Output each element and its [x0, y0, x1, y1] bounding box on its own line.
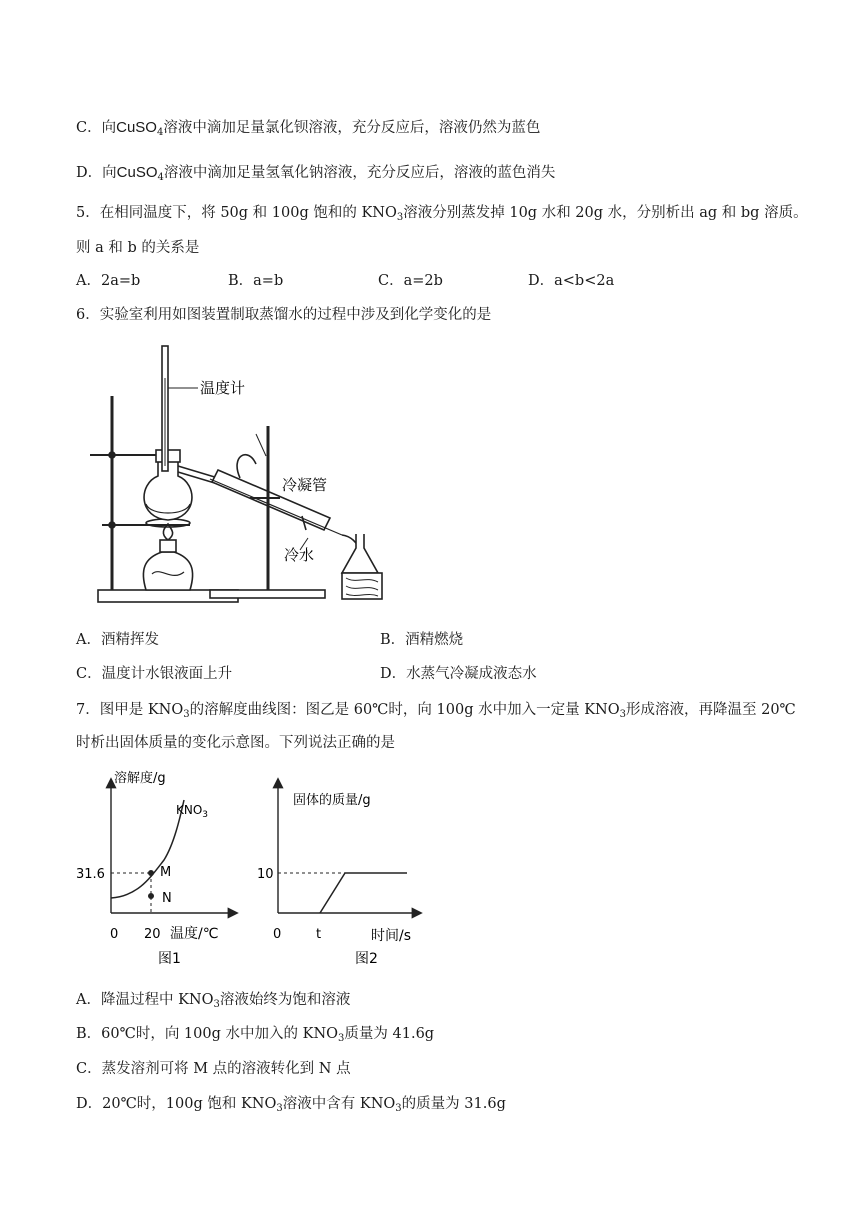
- fig2-y-axis-label: 固体的质量/g: [293, 793, 371, 808]
- condenser-label: 冷凝管: [282, 476, 328, 494]
- q7-option-b: B．60℃时，向 100g 水中加入的 $KNO_3$质量为 41.6g: [76, 1026, 435, 1044]
- fig1-y-axis-label: 溶解度/g: [114, 771, 166, 786]
- q6-option-a: A．酒精挥发: [76, 632, 159, 648]
- q4-option-c: C．向CuSO$_4$溶液中滴加足量氯化钡溶液，充分反应后，溶液仍然为蓝色: [76, 119, 541, 138]
- q5-option-a: A．2a=b: [76, 273, 141, 289]
- solubility-curve-figure: [76, 768, 246, 968]
- cold-water-label: 冷水: [284, 546, 315, 564]
- q5-option-d: D．a<b<2a: [528, 273, 615, 289]
- fig2-x-axis-label: 时间/s: [371, 928, 412, 944]
- q5-option-c: C．a=2b: [378, 273, 443, 289]
- q6-option-d: D．水蒸气冷凝成液态水: [380, 666, 537, 682]
- q5-stem-line1: 5．在相同温度下，将 50g 和 100g 饱和的 $KNO_3$溶液分别蒸发掉 10g 水和 20g 水，分别析出 ag 和 bg 溶质。: [76, 205, 808, 223]
- q6-stem: 6．实验室利用如图装置制取蒸馏水的过程中涉及到化学变化的是: [76, 307, 492, 323]
- fig2-x-t: t: [316, 927, 322, 942]
- q5-option-b: B．a=b: [228, 273, 284, 289]
- fig1-point-m-label: M: [160, 865, 172, 880]
- q7-option-c: C．蒸发溶剂可将 M 点的溶液转化到 N 点: [76, 1061, 351, 1077]
- q7-stem-line1: 7．图甲是 $KNO_3$的溶解度曲线图：图乙是 60℃时，向 100g 水中加入一定量 $KNO_3$形成溶液，再降温至 20℃: [76, 702, 796, 720]
- fig1-point-n-label: N: [162, 891, 172, 906]
- fig2-y-value: 10: [257, 867, 274, 882]
- fig1-x-origin: 0: [110, 927, 119, 942]
- q5-stem-line2: 则 a 和 b 的关系是: [76, 240, 200, 256]
- fig1-y-value: 31.6: [76, 867, 105, 882]
- q7-option-d: D．20℃时，100g 饱和 $KNO_3$溶液中含有 $KNO_3$的质量为 31.6g: [76, 1096, 506, 1114]
- fig1-curve-label: $KNO_3$: [176, 803, 209, 820]
- distillation-apparatus-figure: [80, 338, 480, 608]
- q6-option-b: B．酒精燃烧: [380, 632, 464, 648]
- q7-option-a: A．降温过程中 $KNO_3$溶液始终为饱和溶液: [76, 992, 351, 1010]
- q4-option-d: D．向CuSO$_4$溶液中滴加足量氢氧化钠溶液，充分反应后，溶液的蓝色消失: [76, 164, 556, 183]
- fig2-caption: 图2: [355, 951, 378, 967]
- thermometer-label: 温度计: [200, 379, 246, 397]
- fig1-x-axis-label: 温度/℃: [170, 926, 219, 942]
- fig1-x-value: 20: [144, 927, 161, 942]
- fig1-caption: 图1: [158, 951, 181, 967]
- q6-option-c: C．温度计水银液面上升: [76, 666, 233, 682]
- q7-stem-line2: 时析出固体质量的变化示意图。下列说法正确的是: [76, 735, 395, 751]
- solid-mass-figure: [255, 768, 430, 968]
- fig2-x-origin: 0: [273, 927, 282, 942]
